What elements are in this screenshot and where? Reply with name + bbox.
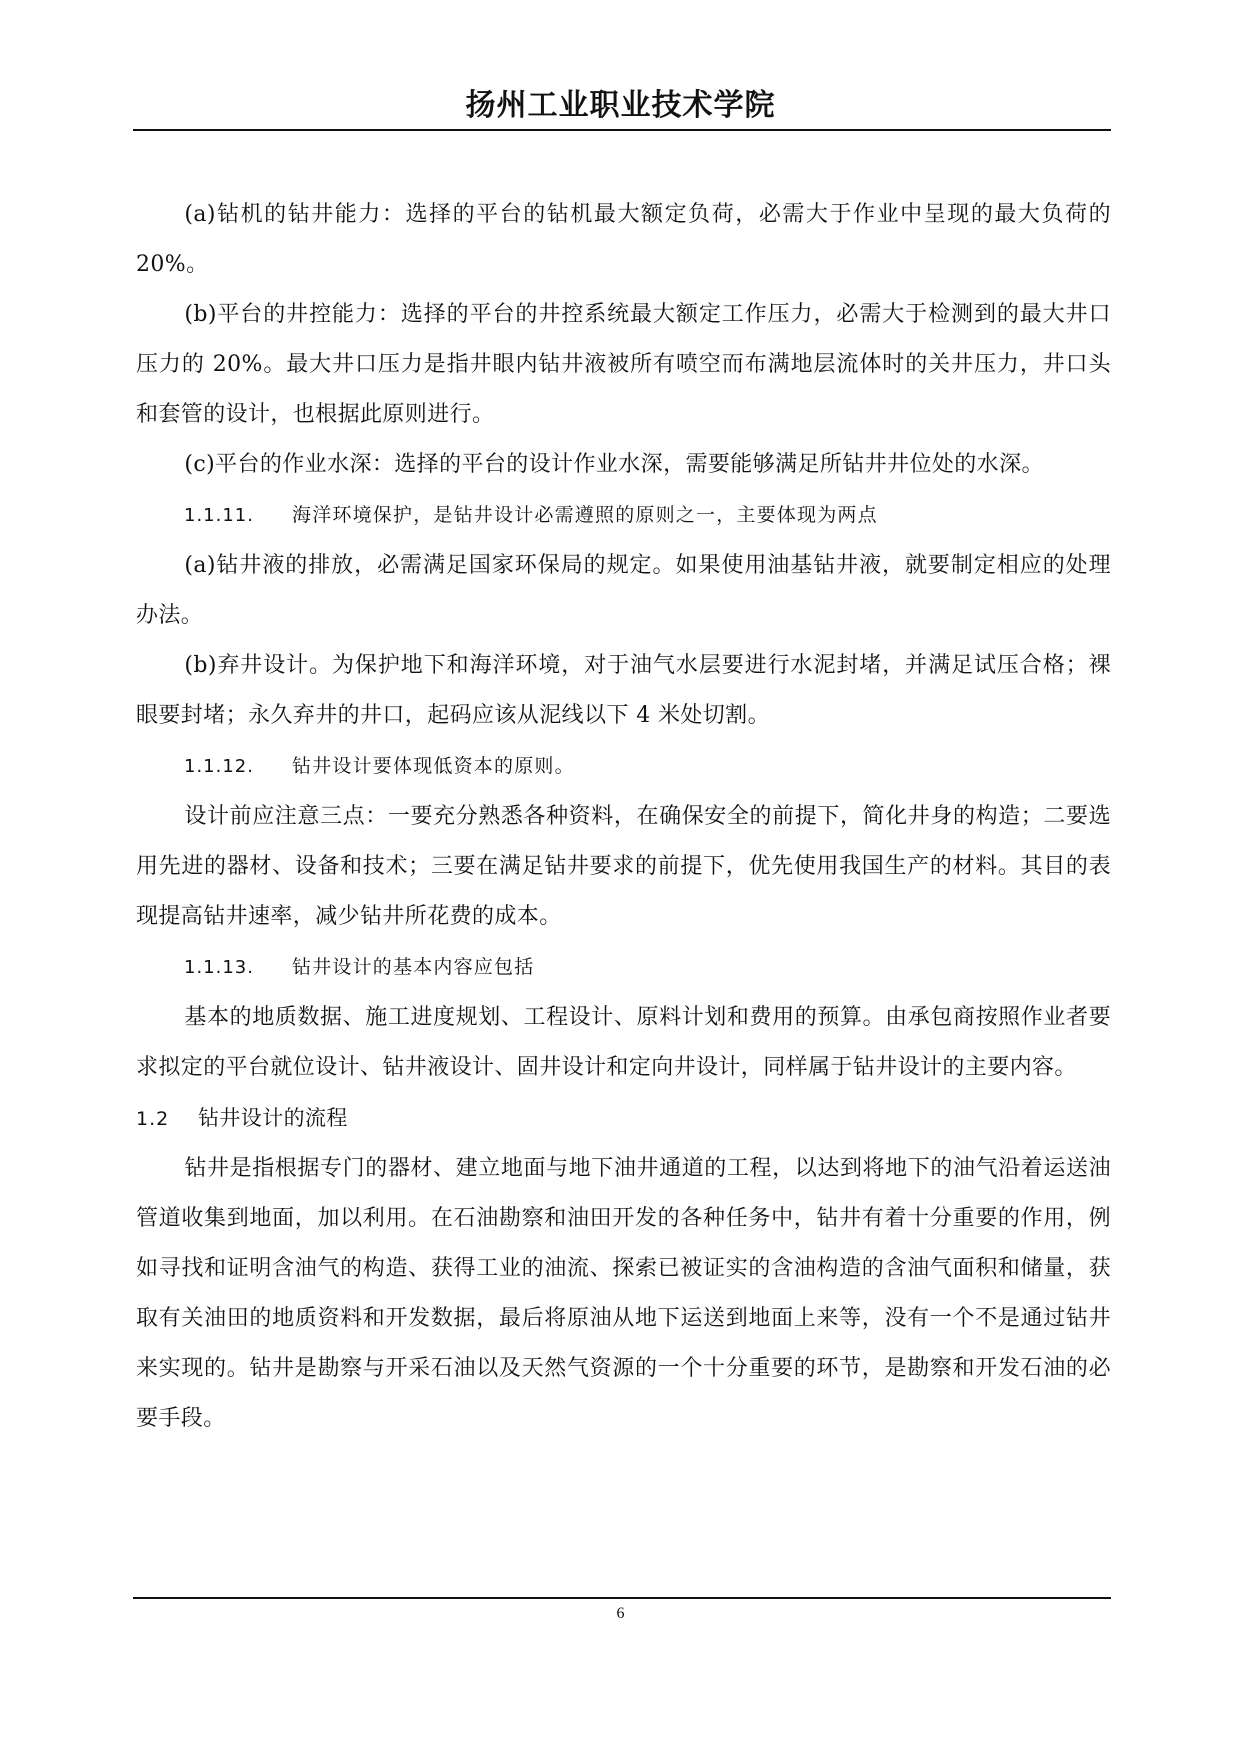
paragraph-drilling-definition: 钻井是指根据专门的器材、建立地面与地下油井通道的工程，以达到将地下的油气沿着运送油管道收集到地面，加以利用。在石油勘察和油田开发的各种任务中，钻井有着十分重要的作用，例如寻找和证明含油气的构造、获得工业的油流、探索已被证实的含油构造的含油气面积和储量，获取有关油田的地质资料和开发数据，最后将原油从地下运送到地面上来等，没有一个不是通过钻井来实现的。钻井是勘察与开采石油以及天然气资源的一个十分重要的环节，是勘察和开发石油的必要手段。	[136, 1156, 1111, 1431]
paragraph-water-depth: (c)平台的作业水深：选择的平台的设计作业水深，需要能够满足所钻井井位处的水深。	[184, 452, 1044, 477]
header-rule	[133, 129, 1111, 131]
document-body	[136, 190, 1111, 1444]
heading-number: 1.1.12.	[184, 756, 254, 777]
heading-text: 钻井设计要体现低资本的原则。	[292, 755, 575, 777]
heading-1-1-11	[136, 490, 1111, 541]
heading-1-1-12	[136, 741, 1111, 792]
page-number: 6	[616, 1605, 625, 1622]
section-heading-1-2	[136, 1093, 1111, 1144]
heading-number: 1.1.11.	[184, 505, 254, 526]
paragraph-well-control: (b)平台的井控能力：选择的平台的井控系统最大额定工作压力，必需大于检测到的最大井口压力的 20%。最大井口压力是指井眼内钻井液被所有喷空而布满地层流体时的关井压力，井口头和套管的设计，也根据此原则进行。	[136, 302, 1111, 427]
heading-1-1-13	[136, 942, 1111, 993]
paragraph-fluid-discharge: (a)钻井液的排放，必需满足国家环保局的规定。如果使用油基钻井液，就要制定相应的处理办法。	[136, 553, 1111, 628]
heading-number: 1.1.13.	[184, 957, 254, 978]
section-number: 1.2	[136, 1108, 170, 1130]
heading-text: 海洋环境保护，是钻井设计必需遵照的原则之一，主要体现为两点	[292, 504, 878, 526]
heading-text: 钻井设计的基本内容应包括	[292, 956, 535, 978]
footer-rule	[133, 1597, 1111, 1599]
paragraph-design-contents: 基本的地质数据、施工进度规划、工程设计、原料计划和费用的预算。由承包商按照作业者要求拟定的平台就位设计、钻井液设计、固井设计和定向井设计，同样属于钻井设计的主要内容。	[136, 1005, 1111, 1080]
paragraph-design-points: 设计前应注意三点：一要充分熟悉各种资料，在确保安全的前提下，简化井身的构造；二要选用先进的器材、设备和技术；三要在满足钻井要求的前提下，优先使用我国生产的材料。其目的表现提高钻井速率，减少钻井所花费的成本。	[136, 804, 1111, 929]
document-header-title: 扬州工业职业技术学院	[465, 88, 776, 123]
section-text: 钻井设计的流程	[198, 1106, 348, 1130]
paragraph-drilling-capacity: (a)钻机的钻井能力：选择的平台的钻机最大额定负荷，必需大于作业中呈现的最大负荷的 20%。	[136, 202, 1111, 277]
paragraph-well-abandonment: (b)弃井设计。为保护地下和海洋环境，对于油气水层要进行水泥封堵，并满足试压合格；裸眼要封堵；永久弃井的井口，起码应该从泥线以下 4 米处切割。	[136, 653, 1111, 728]
